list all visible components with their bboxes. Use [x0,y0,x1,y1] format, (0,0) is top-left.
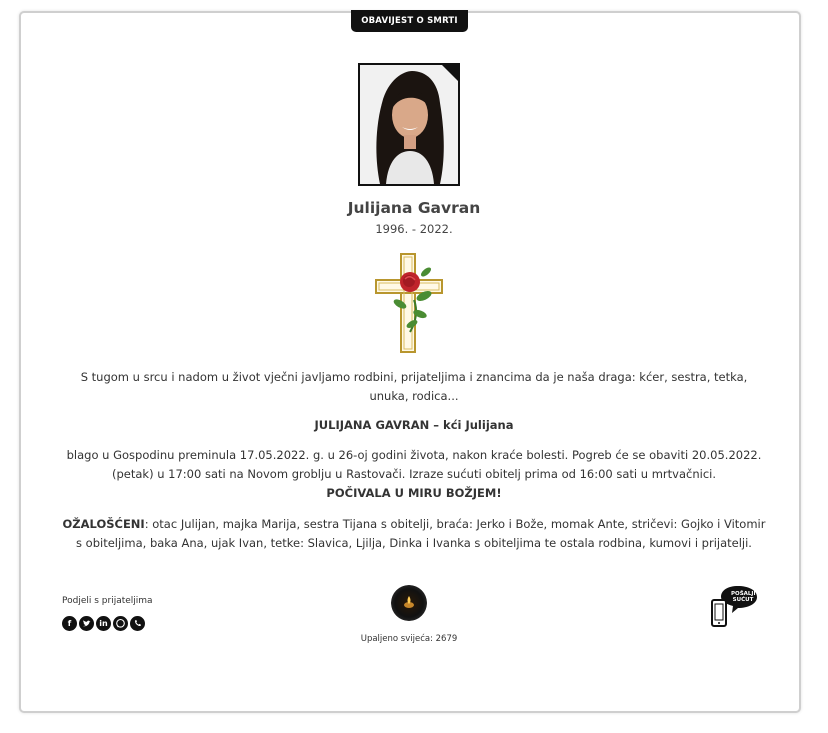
mourners-text: : otac Julijan, majka Marija, sestra Tijana s obitelji, braća: Jerko i Bože, momak Ante, stričevi: Gojko i Vitomir s obiteljima, baka Ana, ujak Ivan, tetke: Slavica, Ljilja, Dinka i Ivanka s obiteljima te ostala rodbina, kumovi i prijatelji. [76,517,766,550]
send-condolence-label [731,591,755,603]
whatsapp-icon[interactable] [113,616,128,631]
details-text: blago u Gospodinu preminula 17.05.2022. g. u 26-oj godini života, nakon kraće bolesti. Pogreb će se obaviti 20.05.2022. (petak) u 17:00 sati na Novom groblju u Rastovači. Izraze sućuti obitelj prima od 16:00 sati u mrtvačnici. [66,448,762,481]
viber-icon[interactable] [130,616,145,631]
obituary-badge: OBAVIJEST O SMRTI [351,10,468,32]
share-label: Podjeli s prijateljima [62,596,153,606]
deceased-photo [358,63,460,186]
cross-with-rose-icon [374,252,444,360]
linkedin-icon[interactable]: in [96,616,111,631]
social-share-icons [62,616,145,631]
mourning-ribbon [440,63,460,83]
send-condolence-line1: POŠALJI [731,591,756,597]
announcement-details [60,446,768,503]
mourners-label: OŽALOŠĆENI [62,517,145,531]
light-candle-button[interactable] [391,585,427,621]
deceased-years: 1996. - 2022. [375,222,453,236]
announcement-intro: S tugom u srcu i nadom u život vječni javljamo rodbini, prijateljima i znancima da je naša draga: kćer, sestra, tetka, unuka, rodica... [80,370,748,403]
send-condolence-line2: SUĆUT [732,597,754,603]
announcement-name-line: JULIJANA GAVRAN – kći Julijana [314,418,514,432]
twitter-icon[interactable] [79,616,94,631]
candle-count: Upaljeno svijeća: 2679 [360,634,458,644]
deceased-name: Julijana Gavran [347,199,481,217]
facebook-icon[interactable]: f [62,616,77,631]
mourners-list [60,515,768,553]
rest-in-peace-line: POČIVALA U MIRU BOŽJEM! [326,486,502,500]
